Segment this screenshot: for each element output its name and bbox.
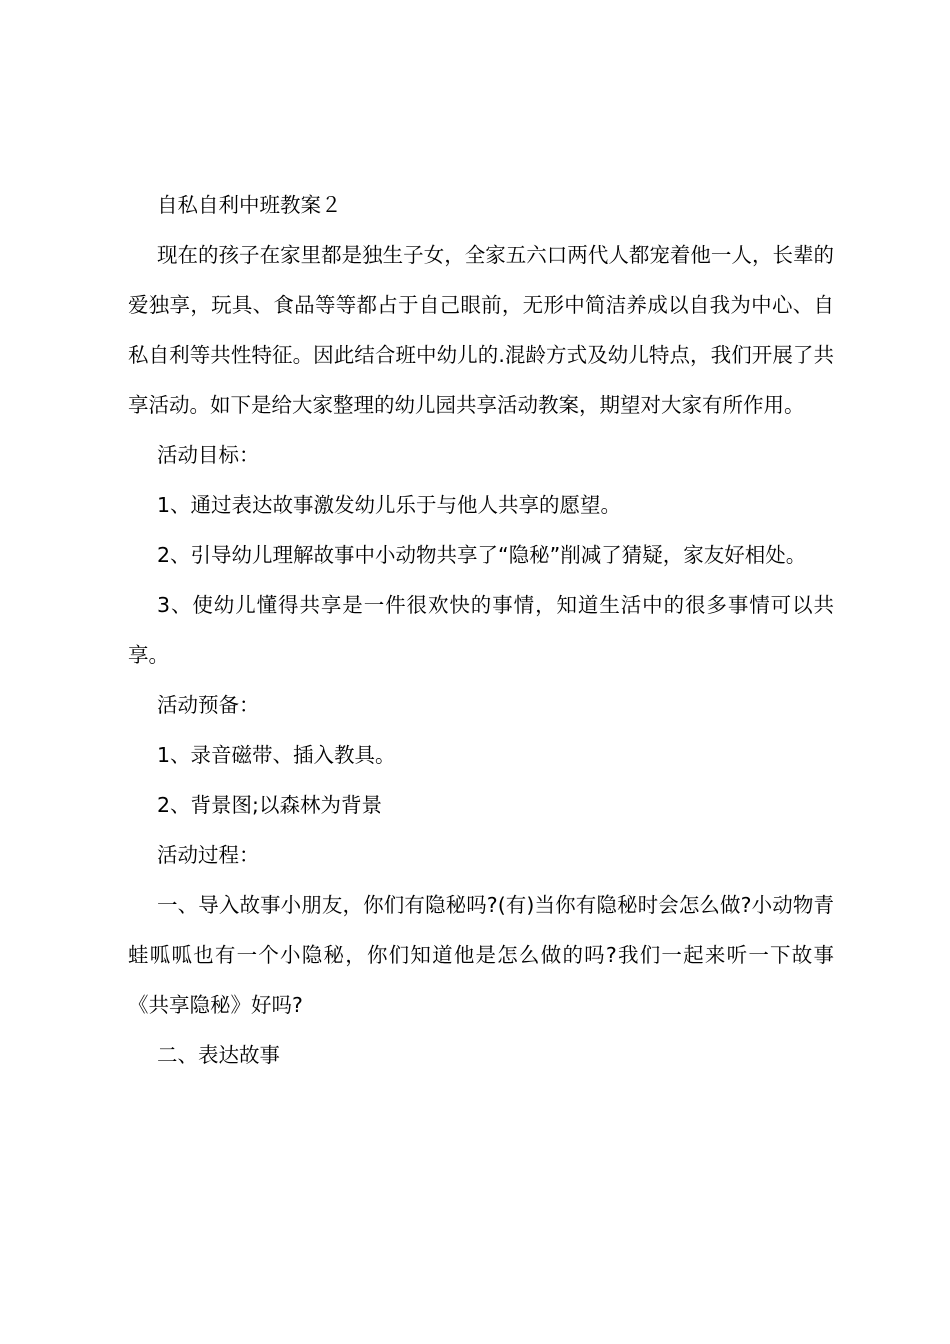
preparation-item-1: 1、录音磁带、插入教具。 — [157, 743, 396, 767]
goal-item-1: 1、通过表达故事激发幼儿乐于与他人共享的愿望。 — [157, 493, 622, 517]
goal-item-3: 3、使幼儿懂得共享是一件很欢快的事情，知道生活中的很多事情可以共享。 — [128, 593, 834, 667]
process-step-2: 二、表达故事 — [157, 1043, 280, 1067]
section-heading-goals: 活动目标： — [157, 443, 260, 467]
document-body — [128, 180, 834, 1080]
section-heading-preparation: 活动预备： — [157, 693, 260, 717]
section-heading-process: 活动过程： — [157, 843, 260, 867]
preparation-item-2: 2、背景图;以森林为背景 — [157, 793, 382, 817]
document-title: 自私自利中班教案２ — [157, 193, 342, 217]
process-step-1: 一、导入故事小朋友，你们有隐秘吗?(有)当你有隐秘时会怎么做?小动物青蛙呱呱也有一个小隐秘，你们知道他是怎么做的吗?我们一起来听一下故事《共享隐秘》好吗? — [128, 893, 834, 1017]
intro-paragraph: 现在的孩子在家里都是独生子女，全家五六口两代人都宠着他一人，长辈的爱独享，玩具、食品等等都占于自己眼前，无形中简洁养成以自我为中心、自私自利等共性特征。因此结合班中幼儿的.混龄方式及幼儿特点，我们开展了共享活动。如下是给大家整理的幼儿园共享活动教案，期望对大家有所作用。 — [128, 243, 834, 417]
goal-item-2: 2、引导幼儿理解故事中小动物共享了“隐秘”削减了猜疑，家友好相处。 — [157, 543, 807, 567]
